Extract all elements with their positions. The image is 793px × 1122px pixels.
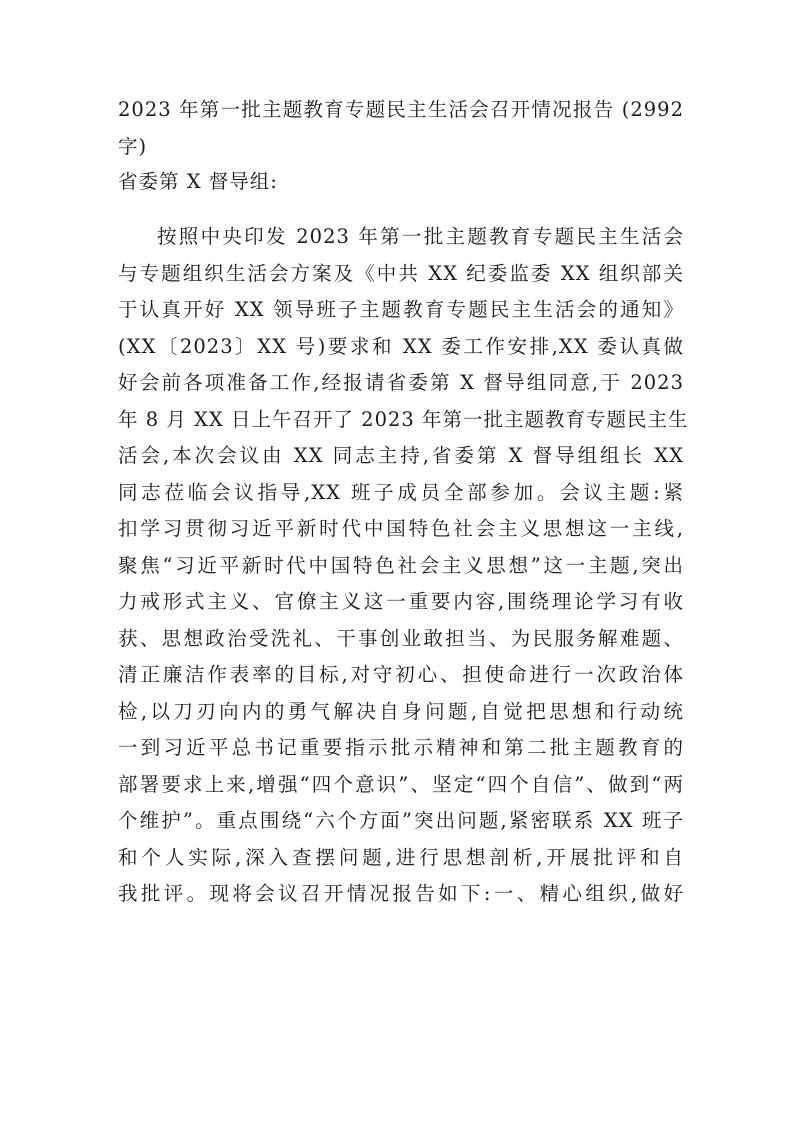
paragraph-line: 我批评。现将会议召开情况报告如下:一、精心组织,做好 [118,882,684,905]
paragraph-line: 部署要求上来,增强“四个意识”、坚定“四个自信”、做到“两 [118,772,684,796]
title-line: 2023 年第一批主题教育专题民主生活会召开情况报告 (2992 [118,98,684,121]
paragraph-line: 同志莅临会议指导,XX 班子成员全部参加。会议主题:紧 [118,480,684,504]
paragraph-line: 获、思想政治受洗礼、干事创业敢担当、为民服务解难题、 [118,626,684,650]
salutation-text: 省委第 X 督导组: [118,170,278,193]
salutation [118,164,684,201]
paragraph-line: 于认真开好 XX 领导班子主题教育专题民主生活会的通知》 [118,298,684,321]
paragraph-line: 按照中央印发 2023 年第一批主题教育专题民主生活会 [157,225,684,248]
paragraph-line: 活会,本次会议由 XX 同志主持,省委第 X 督导组组长 XX [118,444,684,467]
paragraph-line: 一到习近平总书记重要指示批示精神和第二批主题教育的 [118,736,684,759]
paragraph-line: 与专题组织生活会方案及《中共 XX 纪委监委 XX 组织部关 [118,261,684,285]
paragraph-line: 好会前各项准备工作,经报请省委第 X 督导组同意,于 2023 [118,371,684,394]
paragraph-line: 聚焦“习近平新时代中国特色社会主义思想”这一主题,突出 [118,553,684,577]
paragraph-line: 力戒形式主义、官僚主义这一重要内容,围绕理论学习有收 [118,590,684,613]
paragraph-line: 年 8 月 XX 日上午召开了 2023 年第一批主题教育专题民主生 [118,407,689,431]
paragraph-line: 扣学习贯彻习近平新时代中国特色社会主义思想这一主线, [118,517,684,540]
paragraph-line: 个维护”。重点围绕“六个方面”突出问题,紧密联系 XX 班子 [118,809,684,832]
title-line: 字) [118,134,148,158]
paragraph-line: 和个人实际,深入查摆问题,进行思想剖析,开展批评和自 [118,845,684,869]
paragraph-line: 清正廉洁作表率的目标,对守初心、担使命进行一次政治体 [118,663,684,686]
body-paragraph [118,219,689,913]
paragraph-line: 检,以刀刃向内的勇气解决自身问题,自觉把思想和行动统 [118,699,684,723]
paragraph-line: (XX〔2023〕XX 号)要求和 XX 委工作安排,XX 委认真做 [118,334,684,358]
document-title [118,92,684,165]
